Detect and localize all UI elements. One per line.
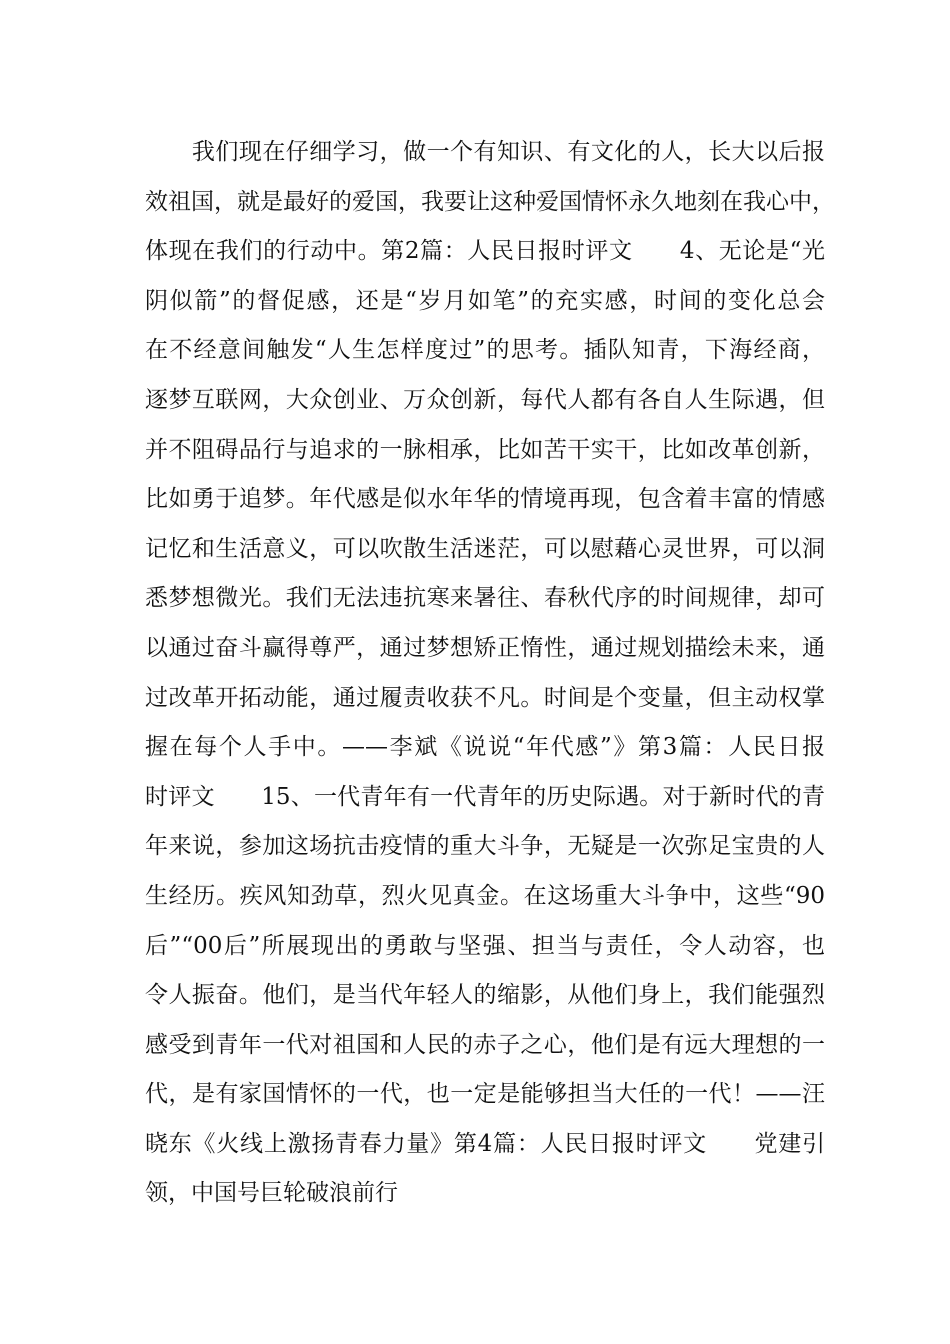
- text-line-6: 逐梦互联网，大众创业、万众创新，每代人都有各自人生际遇，但: [145, 386, 825, 413]
- text-line-14: 时评文 15、一代青年有一代青年的历史际遇。对于新时代的青: [145, 783, 825, 810]
- text-line-17: 后”“00后”所展现出的勇敢与坚强、担当与责任，令人动容，也: [145, 932, 825, 959]
- text-line-8: 比如勇于追梦。年代感是似水年华的情境再现，包含着丰富的情感: [145, 486, 825, 513]
- text-line-9: 记忆和生活意义，可以吹散生活迷茫，可以慰藉心灵世界，可以洞: [145, 535, 825, 562]
- text-line-4: 阴似箭”的督促感，还是“岁月如笔”的充实感，时间的变化总会: [145, 287, 825, 314]
- text-line-11: 以通过奋斗赢得尊严，通过梦想矫正惰性，通过规划描绘未来，通: [145, 634, 825, 661]
- text-line-5: 在不经意间触发“人生怎样度过”的思考。插队知青，下海经商，: [145, 337, 825, 364]
- text-line-7: 并不阻碍品行与追求的一脉相承，比如苦干实干，比如改革创新，: [145, 436, 825, 463]
- text-line-10: 悉梦想微光。我们无法违抗寒来暑往、春秋代序的时间规律，却可: [145, 585, 825, 612]
- text-line-2: 效祖国，就是最好的爱国，我要让这种爱国情怀永久地刻在我心中，: [145, 188, 835, 215]
- text-line-21: 晓东《火线上激扬青春力量》第4篇：人民日报时评文 党建引: [145, 1130, 825, 1157]
- text-line-20: 代，是有家国情怀的一代，也一定是能够担当大任的一代！——汪: [145, 1081, 825, 1108]
- text-line-16: 生经历。疾风知劲草，烈火见真金。在这场重大斗争中，这些“90: [145, 882, 825, 909]
- body-text: [145, 128, 835, 1219]
- text-line-12: 过改革开拓动能，通过履责收获不凡。时间是个变量，但主动权掌: [145, 684, 825, 711]
- text-line-1: 我们现在仔细学习，做一个有知识、有文化的人，长大以后报: [145, 139, 825, 165]
- text-line-19: 感受到青年一代对祖国和人民的赤子之心，他们是有远大理想的一: [145, 1031, 825, 1058]
- text-line-22: 领，中国号巨轮破浪前行: [145, 1180, 398, 1207]
- text-line-3: 体现在我们的行动中。第2篇：人民日报时评文 4、无论是“光: [145, 238, 825, 265]
- text-line-18: 令人振奋。他们，是当代年轻人的缩影，从他们身上，我们能强烈: [145, 982, 825, 1009]
- text-line-13: 握在每个人手中。——李斌《说说“年代感”》第3篇：人民日报: [145, 734, 825, 761]
- text-line-15: 年来说，参加这场抗击疫情的重大斗争，无疑是一次弥足宝贵的人: [145, 833, 825, 860]
